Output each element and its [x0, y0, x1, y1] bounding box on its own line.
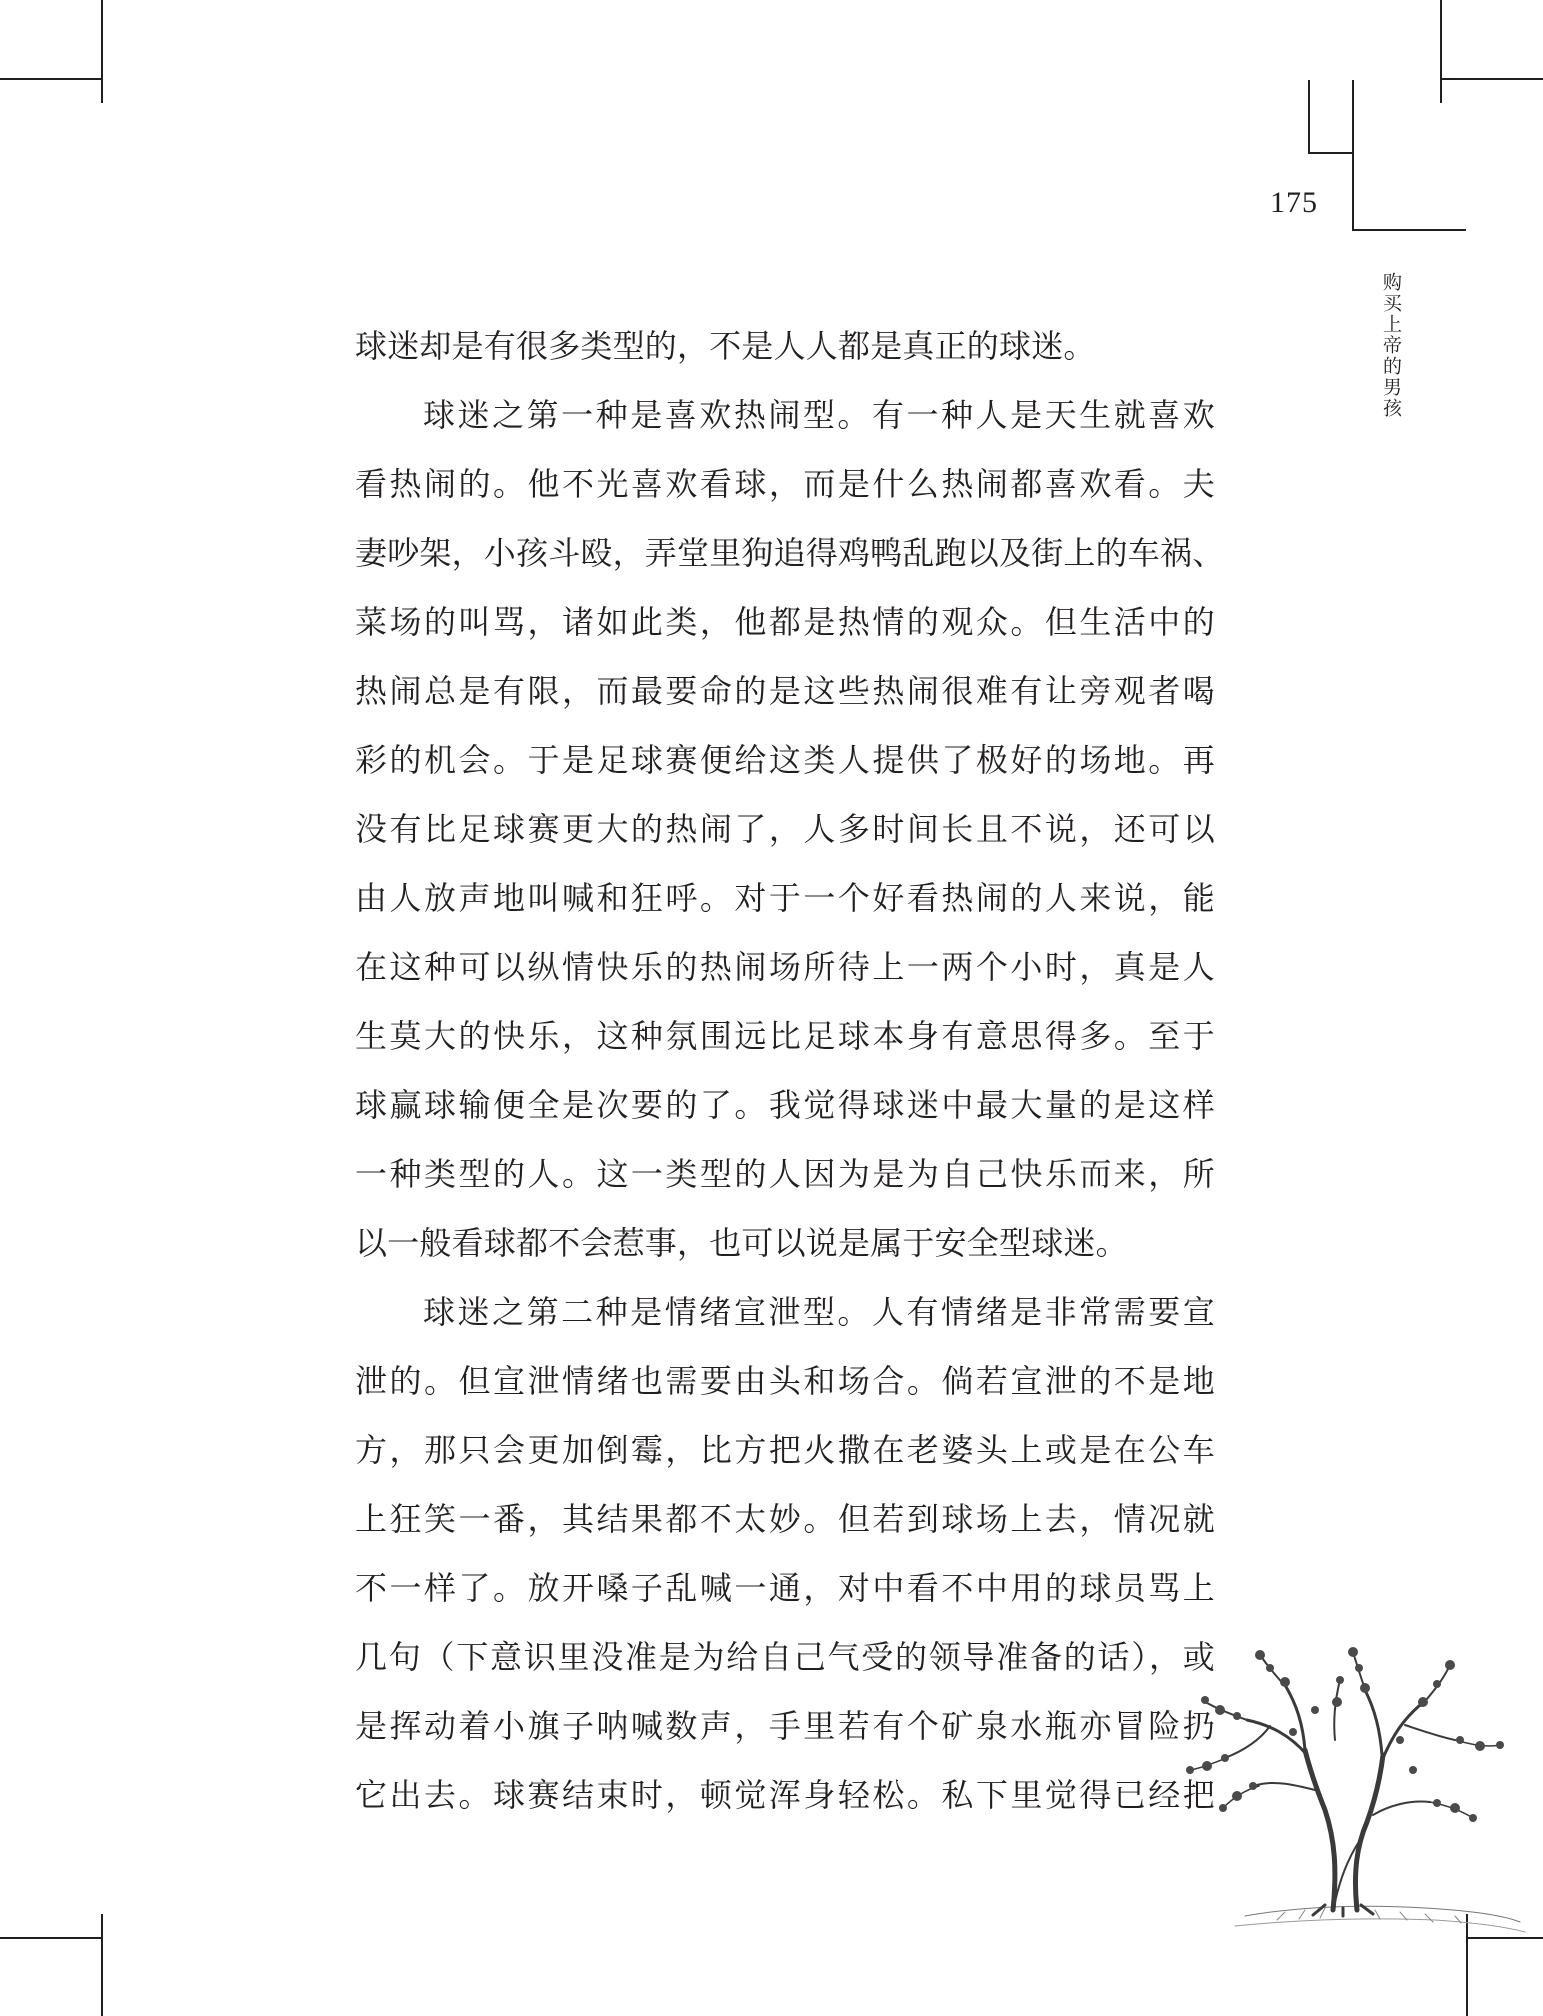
body-text	[355, 323, 1225, 1841]
text-line-3: 看热闹的。他不光喜欢看球，而是什么热闹都喜欢看。夫	[355, 465, 1215, 503]
running-title: 购买上帝的男孩	[1380, 272, 1402, 419]
text-line-17: 方，那只会更加倒霉，比方把火撒在老婆头上或是在公车	[355, 1431, 1215, 1469]
crop-mark-top-left-v	[101, 0, 103, 103]
header-rule-horizontal-left	[1308, 152, 1352, 154]
text-line-8: 没有比足球赛更大的热闹了，人多时间长且不说，还可以	[355, 810, 1215, 848]
text-line-10: 在这种可以纵情快乐的热闹场所待上一两个小时，真是人	[355, 948, 1215, 986]
text-line-13: 一种类型的人。这一类型的人因为是为自己快乐而来，所	[355, 1155, 1215, 1193]
header-rule-vertical-left	[1308, 80, 1310, 153]
text-line-22: 它出去。球赛结束时，顿觉浑身轻松。私下里觉得已经把	[355, 1776, 1215, 1814]
text-line-16: 泄的。但宣泄情绪也需要由头和场合。倘若宣泄的不是地	[355, 1362, 1215, 1400]
text-line-6: 热闹总是有限，而最要命的是这些热闹很难有让旁观者喝	[355, 672, 1215, 710]
crop-mark-bottom-left-v	[101, 1914, 103, 2016]
text-line-14: 以一般看球都不会惹事，也可以说是属于安全型球迷。	[355, 1224, 1128, 1262]
crop-mark-top-left-h	[0, 78, 103, 80]
header-rule-vertical-right	[1352, 80, 1354, 231]
text-line-4: 妻吵架，小孩斗殴，弄堂里狗追得鸡鸭乱跑以及街上的车祸、	[355, 534, 1225, 572]
text-line-12: 球赢球输便全是次要的了。我觉得球迷中最大量的是这样	[355, 1086, 1215, 1124]
tree-illustration	[1175, 1640, 1530, 1950]
text-line-21: 是挥动着小旗子呐喊数声，手里若有个矿泉水瓶亦冒险扔	[355, 1707, 1215, 1745]
text-line-20: 几句（下意识里没准是为给自己气受的领导准备的话），或	[355, 1638, 1215, 1676]
text-line-7: 彩的机会。于是足球赛便给这类人提供了极好的场地。再	[355, 741, 1215, 779]
text-line-19: 不一样了。放开嗓子乱喊一通，对中看不中用的球员骂上	[355, 1569, 1215, 1607]
text-line-15: 球迷之第二种是情绪宣泄型。人有情绪是非常需要宣	[423, 1293, 1215, 1331]
text-line-1: 球迷却是有很多类型的，不是人人都是真正的球迷。	[355, 327, 1096, 365]
page-number: 175	[1270, 186, 1318, 219]
text-line-9: 由人放声地叫喊和狂呼。对于一个好看热闹的人来说，能	[355, 879, 1215, 917]
crop-mark-top-right-v	[1440, 0, 1442, 103]
text-line-2: 球迷之第一种是喜欢热闹型。有一种人是天生就喜欢	[423, 396, 1215, 434]
text-line-18: 上狂笑一番，其结果都不太妙。但若到球场上去，情况就	[355, 1500, 1215, 1538]
text-line-5: 菜场的叫骂，诸如此类，他都是热情的观众。但生活中的	[355, 603, 1215, 641]
header-rule-horizontal-right	[1352, 229, 1466, 231]
text-line-11: 生莫大的快乐，这种氛围远比足球本身有意思得多。至于	[355, 1017, 1215, 1055]
crop-mark-top-right-h	[1440, 78, 1543, 80]
crop-mark-bottom-left-h	[0, 1937, 103, 1939]
